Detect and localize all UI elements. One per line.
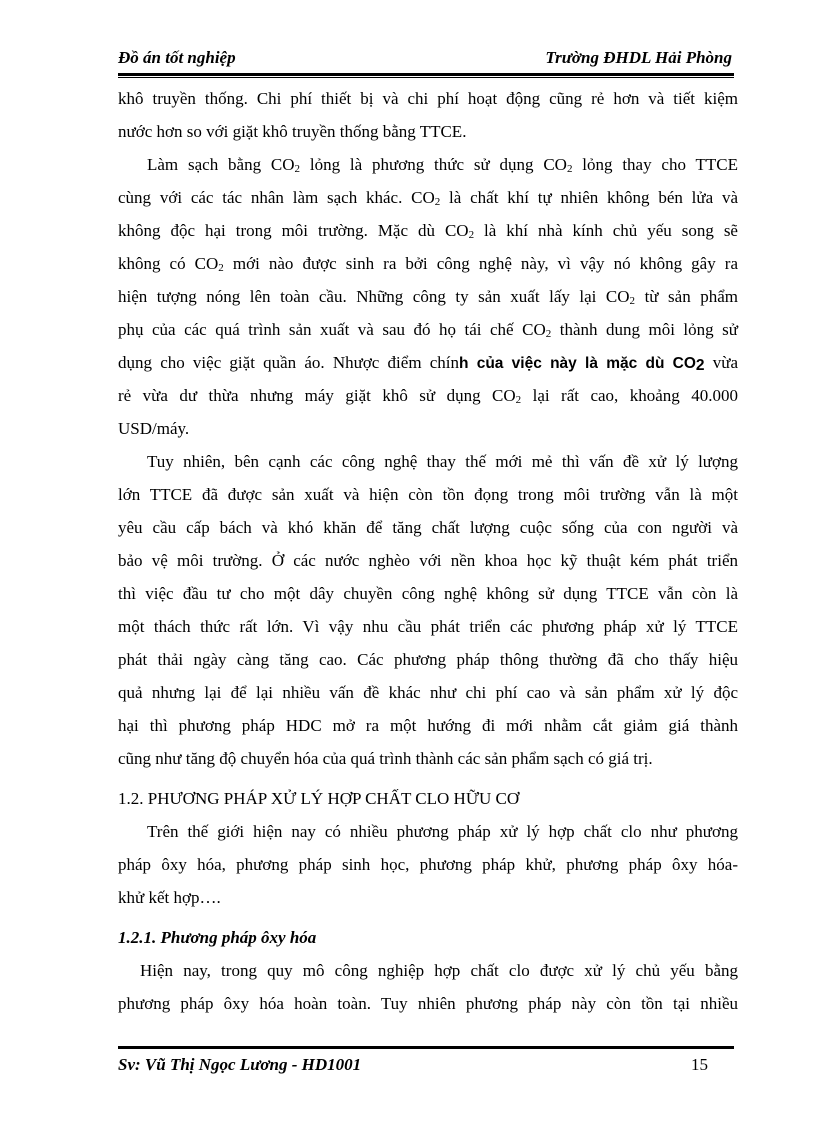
para3-line-2: lớn TTCE đã được sản xuất và hiện còn tồn đọng trong môi trường vẫn là một (118, 485, 738, 504)
page-header (118, 48, 734, 72)
text-run: không có CO (118, 254, 219, 273)
para5-line-1: Hiện nay, trong quy mô công nghiệp hợp chất clo được xử lý chủ yếu bằng (140, 961, 738, 980)
text-run: rẻ vừa dư thừa nhưng máy giặt khô sử dụng CO (118, 386, 516, 405)
subscript: 2 (515, 394, 522, 406)
subscript: 2 (218, 262, 224, 274)
para2-line-3 (118, 214, 738, 247)
subscript: 2 (468, 229, 475, 241)
para3-line-1: Tuy nhiên, bên cạnh các công nghệ thay thế mới mẻ thì vấn đề xử lý lượng (147, 452, 738, 471)
header-right: Trường ĐHDL Hải Phòng (545, 48, 732, 67)
para4-line-2: pháp ôxy hóa, phương pháp sinh học, phương pháp khử, phương pháp ôxy hóa- (118, 855, 738, 874)
subscript: 2 (695, 357, 705, 374)
text-run: là khí nhà kính chủ yếu song sẽ (474, 221, 738, 240)
subscript: 2 (434, 196, 441, 208)
subscript: 2 (566, 163, 573, 175)
header-rule-thin (118, 77, 734, 78)
text-run: mới nào được sinh ra bởi công nghệ này, vì vậy nó không gây ra (223, 254, 738, 273)
para2-line-7 (118, 346, 738, 379)
text-run: hiện tượng nóng lên toàn cầu. Những công ty sản xuất lấy lại CO (118, 287, 630, 306)
page-content (118, 82, 738, 1020)
text-run: thành dung môi lỏng sử (551, 320, 738, 339)
text-run: lỏng thay cho TTCE (572, 155, 738, 174)
page-footer (118, 1055, 734, 1079)
para2-line-8 (118, 379, 738, 412)
para1-line-2: nước hơn so với giặt khô truyền thống bằng TTCE. (118, 122, 467, 141)
para2-line-4 (118, 247, 738, 280)
text-run: là chất khí tự nhiên không bén lửa và (440, 188, 738, 207)
para2-line-6 (118, 313, 738, 346)
para3-line-10: cũng như tăng độ chuyển hóa của quá trình thành các sản phẩm sạch có giá trị. (118, 749, 653, 768)
text-run: Làm sạch bằng CO (147, 155, 295, 174)
para3-line-4: bảo vệ môi trường. Ở các nước nghèo với nền khoa học kỹ thuật kém phát triển (118, 551, 738, 570)
text-run: cùng với các tác nhân làm sạch khác. CO (118, 188, 435, 207)
header-left: Đồ án tốt nghiệp (118, 48, 236, 67)
para2-line-1 (118, 148, 738, 181)
subsection-heading-1-2-1: 1.2.1. Phương pháp ôxy hóa (118, 928, 317, 947)
para2-line-9: USD/máy. (118, 419, 190, 438)
text-run: lỏng là phương thức sử dụng CO (300, 155, 567, 174)
para5-line-2: phương pháp ôxy hóa hoàn toàn. Tuy nhiên phương pháp này còn tồn tại nhiều (118, 994, 738, 1013)
footer-rule (118, 1046, 734, 1049)
para2-line-5 (118, 280, 738, 313)
page-number: 15 (691, 1055, 708, 1074)
text-run: phụ của các quá trình sản xuất và sau đó họ tái chế CO (118, 320, 546, 339)
text-run: không độc hại trong môi trường. Mặc dù CO (118, 221, 469, 240)
subscript: 2 (294, 163, 301, 175)
text-run: từ sản phẩm (635, 287, 739, 306)
section-heading-1-2: 1.2. PHƯƠNG PHÁP XỬ LÝ HỢP CHẤT CLO HỮU CƠ (118, 789, 520, 808)
para3-line-8: quả nhưng lại để lại nhiều vấn đề khác như chi phí cao và sản phẩm xử lý độc (118, 683, 738, 702)
subscript: 2 (545, 328, 552, 340)
header-rule-thick (118, 73, 734, 76)
text-run: lại rất cao, khoảng 40.000 (521, 386, 738, 405)
para3-line-5: thì việc đầu tư cho một dây chuyền công nghệ không sử dụng TTCE vẫn còn là (118, 584, 738, 603)
subscript: 2 (629, 295, 636, 307)
highlighted-text-run: h của việc này là mặc dù CO (459, 355, 696, 372)
para3-line-6: một thách thức rất lớn. Vì vậy nhu cầu phát triển các phương pháp xử lý TTCE (118, 617, 738, 636)
para1-line-1: khô truyền thống. Chi phí thiết bị và chi phí hoạt động cũng rẻ hơn và tiết kiệm (118, 89, 738, 108)
para4-line-3: khử kết hợp…. (118, 888, 221, 907)
footer-author: Sv: Vũ Thị Ngọc Lương - HD1001 (118, 1055, 362, 1074)
para3-line-3: yêu cầu cấp bách và khó khăn để tăng chất lượng cuộc sống của con người và (118, 518, 738, 537)
para2-line-2 (118, 181, 738, 214)
text-run: dụng cho việc giặt quần áo. Nhược điểm chín (118, 353, 459, 372)
text-run: vừa (704, 353, 738, 372)
para4-line-1: Trên thế giới hiện nay có nhiều phương pháp xử lý hợp chất clo như phương (147, 822, 738, 841)
para3-line-7: phát thải ngày càng tăng cao. Các phương pháp thông thường đã cho thấy hiệu (118, 650, 738, 669)
para3-line-9: hại thì phương pháp HDC mở ra một hướng đi mới nhằm cắt giảm giá thành (118, 716, 738, 735)
